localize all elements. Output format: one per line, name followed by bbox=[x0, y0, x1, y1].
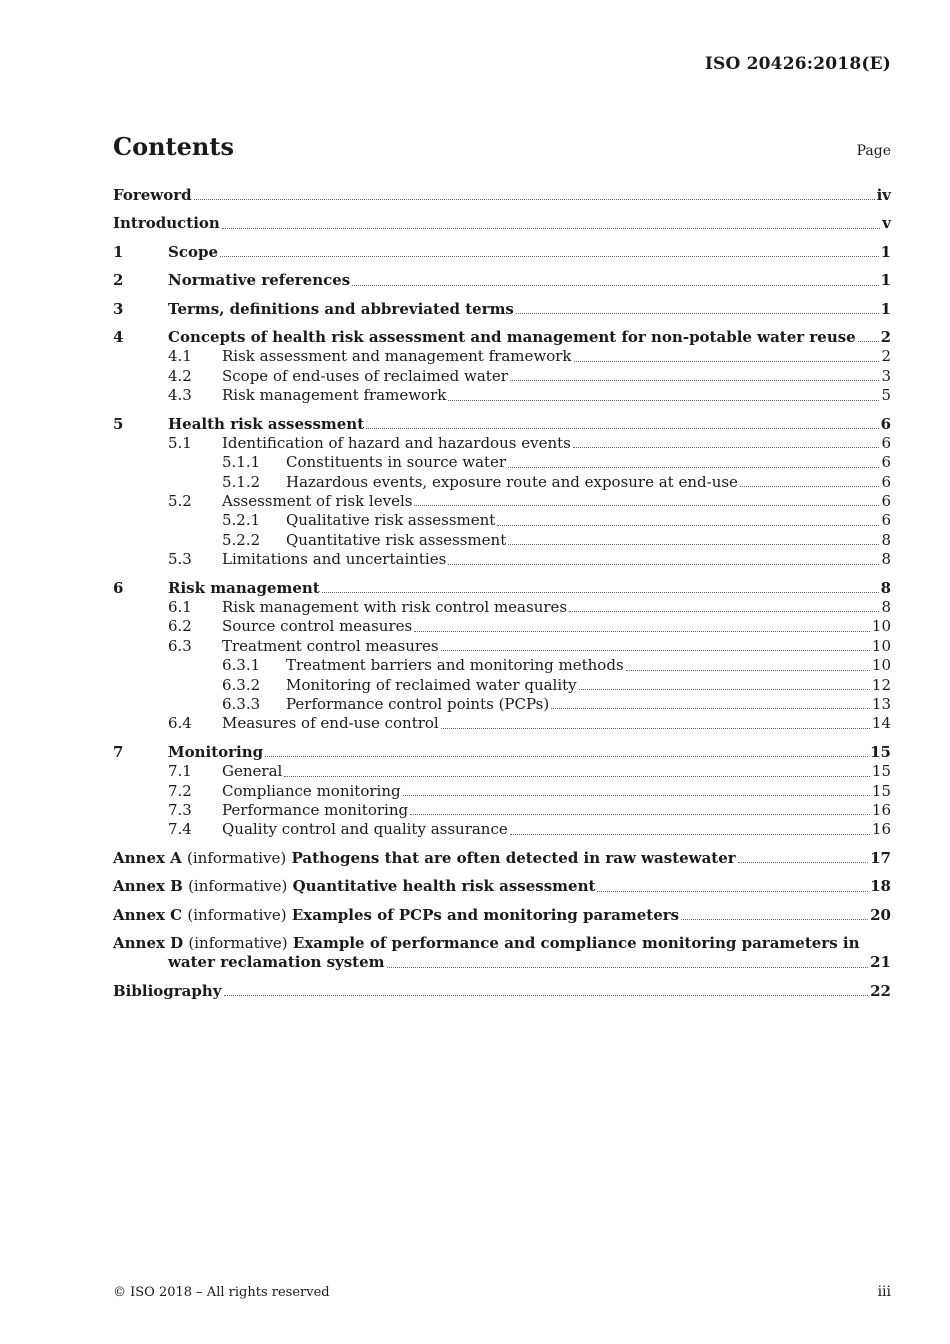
toc-entry-number: 6 bbox=[113, 578, 124, 597]
toc-entry[interactable] bbox=[113, 453, 891, 472]
toc-entry-number: 6.2 bbox=[168, 617, 192, 636]
toc-entry-page: 14 bbox=[871, 714, 891, 733]
bibliography-page: 22 bbox=[870, 981, 891, 1000]
toc-entry-number: 1 bbox=[113, 242, 124, 261]
dot-leader bbox=[858, 328, 879, 347]
toc-entry[interactable] bbox=[113, 347, 891, 366]
toc-entry-title[interactable]: Risk management framework bbox=[222, 386, 447, 405]
toc-entry[interactable] bbox=[113, 550, 891, 569]
annex-entry[interactable] bbox=[113, 934, 891, 973]
toc-entry-number: 7.2 bbox=[168, 781, 192, 800]
toc-entry-number: 4.2 bbox=[168, 366, 192, 385]
toc-entry-number: 5 bbox=[113, 414, 124, 433]
toc-entry-page: 16 bbox=[871, 800, 891, 819]
toc-entry[interactable] bbox=[113, 801, 891, 820]
dot-leader bbox=[508, 453, 879, 472]
toc-entry-page: 8 bbox=[881, 598, 891, 617]
toc-entry-title[interactable]: Assessment of risk levels bbox=[222, 492, 413, 511]
toc-entry[interactable] bbox=[113, 714, 891, 733]
toc-entry-title[interactable]: Compliance monitoring bbox=[222, 781, 401, 800]
annex-title[interactable]: Examples of PCPs and monitoring parameters bbox=[291, 905, 680, 924]
toc-entry[interactable] bbox=[113, 782, 891, 801]
toc-entry[interactable] bbox=[113, 415, 891, 434]
toc-entry-title[interactable]: Foreword bbox=[113, 186, 192, 204]
dot-leader bbox=[681, 906, 868, 925]
toc-entry[interactable] bbox=[113, 579, 891, 598]
toc-entry-page: v bbox=[882, 214, 891, 233]
dot-leader bbox=[220, 243, 879, 262]
dot-leader bbox=[414, 492, 879, 511]
annex-title[interactable]: Quantitative health risk assessment bbox=[292, 877, 596, 896]
toc-entry-number: 6.3.1 bbox=[222, 656, 261, 675]
dot-leader bbox=[738, 849, 868, 868]
toc-entry-page: 1 bbox=[880, 271, 891, 290]
toc-entry-number: 4 bbox=[113, 327, 124, 346]
toc-entry[interactable] bbox=[113, 271, 891, 290]
document-id: ISO 20426:2018(E) bbox=[704, 54, 891, 74]
toc-entry[interactable] bbox=[113, 695, 891, 714]
annex-label: Annex B bbox=[113, 877, 183, 896]
toc-entry-page: 2 bbox=[881, 347, 891, 366]
toc-entry[interactable] bbox=[113, 367, 891, 386]
toc-entry-number: 6.4 bbox=[168, 714, 192, 733]
toc-entry-number: 7.4 bbox=[168, 820, 192, 839]
toc-entry[interactable] bbox=[113, 243, 891, 262]
table-of-contents bbox=[113, 186, 891, 1001]
toc-entry-title[interactable]: Qualitative risk assessment bbox=[286, 511, 496, 530]
toc-entry-number: 5.1.2 bbox=[222, 472, 261, 491]
toc-entry-title[interactable]: Risk management with risk control measures bbox=[222, 598, 568, 617]
toc-entry-title[interactable]: Treatment barriers and monitoring methods bbox=[286, 656, 624, 675]
annex-entry[interactable] bbox=[113, 849, 891, 868]
toc-entry[interactable] bbox=[113, 743, 891, 762]
toc-entry-number: 4.3 bbox=[168, 386, 192, 405]
toc-entry-number: 5.2.1 bbox=[222, 511, 261, 530]
toc-entry-title[interactable]: Constituents in source water bbox=[286, 453, 507, 472]
annex-heading bbox=[113, 906, 679, 925]
toc-entry-number: 7 bbox=[113, 742, 124, 761]
dot-leader bbox=[573, 434, 880, 453]
dot-leader bbox=[387, 953, 869, 972]
toc-entry[interactable] bbox=[113, 386, 891, 405]
dot-leader bbox=[579, 676, 870, 695]
toc-entry-title[interactable]: Health risk assessment bbox=[168, 414, 365, 433]
page-column-label: Page bbox=[856, 143, 891, 159]
dot-leader bbox=[284, 762, 870, 781]
annex-page: 17 bbox=[870, 848, 891, 867]
bibliography-title[interactable]: Bibliography bbox=[113, 981, 222, 1000]
annex-heading bbox=[113, 849, 736, 868]
toc-entry-page: 6 bbox=[881, 511, 891, 530]
toc-entry-page: 1 bbox=[880, 299, 891, 318]
toc-entry-number: 6.3.3 bbox=[222, 694, 261, 713]
dot-leader bbox=[551, 695, 870, 714]
toc-entry-number: 5.3 bbox=[168, 550, 192, 569]
annex-title[interactable]: Example of performance and compliance monitoring parameters in bbox=[292, 933, 860, 952]
toc-entry-number: 6.3.2 bbox=[222, 675, 261, 694]
annex-page: 20 bbox=[870, 905, 891, 924]
dot-leader bbox=[366, 415, 878, 434]
toc-entry-title[interactable]: Normative references bbox=[168, 271, 351, 290]
dot-leader bbox=[222, 214, 880, 233]
annex-title[interactable]: Pathogens that are often detected in raw wastewater bbox=[291, 848, 736, 867]
toc-entry[interactable] bbox=[113, 186, 891, 205]
toc-entry-page: 10 bbox=[871, 636, 891, 655]
dot-leader bbox=[516, 300, 879, 319]
toc-entry-title[interactable]: Quality control and quality assurance bbox=[222, 820, 508, 839]
annex-type: (informative) bbox=[188, 877, 288, 896]
toc-entry-title[interactable]: Scope bbox=[168, 242, 219, 261]
toc-entry-number: 6.1 bbox=[168, 598, 192, 617]
toc-entry-page: 15 bbox=[871, 762, 891, 781]
toc-entry-page: 6 bbox=[881, 472, 891, 491]
toc-entry-title[interactable]: Risk management bbox=[168, 578, 320, 597]
dot-leader bbox=[597, 877, 868, 896]
toc-entry-title[interactable]: Performance control points (PCPs) bbox=[286, 694, 550, 713]
annex-entry[interactable] bbox=[113, 906, 891, 925]
toc-entry-title[interactable]: Introduction bbox=[113, 214, 220, 233]
dot-leader bbox=[441, 637, 870, 656]
dot-leader bbox=[626, 656, 870, 675]
toc-entry[interactable] bbox=[113, 656, 891, 675]
annex-entry[interactable] bbox=[113, 877, 891, 896]
toc-entry-title[interactable]: Hazardous events, exposure route and exposure at end-use bbox=[286, 472, 738, 491]
dot-leader bbox=[510, 367, 880, 386]
dot-leader bbox=[352, 271, 878, 290]
toc-entry-title[interactable]: Quantitative risk assessment bbox=[286, 530, 507, 549]
annex-label: Annex C bbox=[113, 905, 183, 924]
toc-entry-page: 6 bbox=[880, 414, 891, 433]
toc-entry[interactable] bbox=[113, 214, 891, 233]
toc-entry-page: 13 bbox=[871, 694, 891, 713]
toc-entry-page: 2 bbox=[880, 327, 891, 346]
toc-entry-title[interactable]: Treatment control measures bbox=[222, 636, 439, 655]
annex-line-1 bbox=[113, 934, 891, 953]
toc-entry[interactable] bbox=[113, 617, 891, 636]
toc-entry-number: 5.2 bbox=[168, 492, 192, 511]
dot-leader bbox=[194, 186, 875, 205]
toc-entry-page: 6 bbox=[881, 492, 891, 511]
dot-leader bbox=[574, 347, 880, 366]
toc-entry-number: 7.1 bbox=[168, 762, 192, 781]
toc-entry-page: 16 bbox=[871, 820, 891, 839]
bibliography-entry[interactable] bbox=[113, 982, 891, 1001]
dot-leader bbox=[414, 617, 870, 636]
page-number: iii bbox=[877, 1284, 891, 1300]
toc-entry-page: 8 bbox=[881, 530, 891, 549]
toc-entry-number: 5.1.1 bbox=[222, 453, 261, 472]
annex-page: 21 bbox=[870, 953, 891, 972]
dot-leader bbox=[224, 982, 869, 1001]
toc-entry[interactable] bbox=[113, 492, 891, 511]
toc-entry-page: 6 bbox=[881, 433, 891, 452]
toc-entry[interactable] bbox=[113, 762, 891, 781]
annex-title-continued[interactable]: water reclamation system bbox=[168, 953, 385, 972]
toc-entry-page: 15 bbox=[871, 781, 891, 800]
toc-entry-title[interactable]: Risk assessment and management framework bbox=[222, 347, 572, 366]
dot-leader bbox=[569, 598, 879, 617]
toc-entry-number: 7.3 bbox=[168, 800, 192, 819]
toc-entry-number: 5.2.2 bbox=[222, 530, 261, 549]
toc-entry-title[interactable]: Performance monitoring bbox=[222, 800, 409, 819]
dot-leader bbox=[441, 714, 870, 733]
toc-entry-title[interactable]: Terms, definitions and abbreviated terms bbox=[168, 299, 514, 318]
toc-entry-page: 8 bbox=[880, 578, 891, 597]
copyright-notice: © ISO 2018 – All rights reserved bbox=[113, 1285, 330, 1300]
toc-entry-title[interactable]: Concepts of health risk assessment and management for non-potable water reuse bbox=[168, 327, 856, 346]
annex-page: 18 bbox=[870, 877, 891, 896]
toc-entry-number: 4.1 bbox=[168, 347, 192, 366]
toc-entry[interactable] bbox=[113, 598, 891, 617]
page-title: Contents bbox=[113, 132, 234, 161]
annex-type: (informative) bbox=[187, 848, 287, 867]
dot-leader bbox=[740, 473, 880, 492]
toc-entry-title[interactable]: Identification of hazard and hazardous events bbox=[222, 433, 571, 452]
dot-leader bbox=[448, 550, 879, 569]
toc-entry[interactable] bbox=[113, 676, 891, 695]
toc-entry[interactable] bbox=[113, 434, 891, 453]
toc-entry-page: 10 bbox=[871, 656, 891, 675]
annex-type: (informative) bbox=[188, 933, 288, 952]
toc-entry[interactable] bbox=[113, 820, 891, 839]
toc-entry[interactable] bbox=[113, 637, 891, 656]
toc-entry-number: 3 bbox=[113, 299, 124, 318]
toc-entry-title[interactable]: Limitations and uncertainties bbox=[222, 550, 447, 569]
toc-entry-page: 3 bbox=[881, 366, 891, 385]
dot-leader bbox=[322, 579, 879, 598]
dot-leader bbox=[510, 820, 870, 839]
toc-entry[interactable] bbox=[113, 328, 891, 347]
toc-entry-page: 6 bbox=[881, 453, 891, 472]
toc-entry-title[interactable]: Measures of end-use control bbox=[222, 714, 439, 733]
toc-entry-page: 1 bbox=[880, 242, 891, 261]
toc-entry-number: 2 bbox=[113, 271, 124, 290]
annex-label: Annex A bbox=[113, 848, 182, 867]
toc-entry-page: 12 bbox=[871, 675, 891, 694]
toc-entry-title[interactable]: Scope of end-uses of reclaimed water bbox=[222, 366, 508, 385]
toc-entry-title[interactable]: General bbox=[222, 762, 283, 781]
toc-entry[interactable] bbox=[113, 473, 891, 492]
toc-entry-title[interactable]: Monitoring bbox=[168, 742, 264, 761]
dot-leader bbox=[508, 531, 879, 550]
toc-entry[interactable] bbox=[113, 511, 891, 530]
dot-leader bbox=[410, 801, 870, 820]
toc-entry-page: 15 bbox=[870, 742, 891, 761]
dot-leader bbox=[265, 743, 868, 762]
dot-leader bbox=[448, 386, 879, 405]
toc-entry-number: 6.3 bbox=[168, 636, 192, 655]
toc-entry-number: 5.1 bbox=[168, 433, 192, 452]
toc-entry-page: 10 bbox=[871, 617, 891, 636]
toc-entry-title[interactable]: Monitoring of reclaimed water quality bbox=[286, 675, 577, 694]
toc-entry-title[interactable]: Source control measures bbox=[222, 617, 413, 636]
toc-entry-page: 5 bbox=[881, 386, 891, 405]
toc-entry[interactable] bbox=[113, 300, 891, 319]
annex-heading bbox=[113, 877, 595, 896]
annex-type: (informative) bbox=[187, 905, 287, 924]
toc-entry-page: 8 bbox=[881, 550, 891, 569]
dot-leader bbox=[403, 782, 870, 801]
toc-entry-page: iv bbox=[876, 186, 891, 204]
toc-entry[interactable] bbox=[113, 531, 891, 550]
annex-line-2 bbox=[113, 953, 891, 972]
dot-leader bbox=[497, 511, 879, 530]
annex-label: Annex D bbox=[113, 933, 184, 952]
